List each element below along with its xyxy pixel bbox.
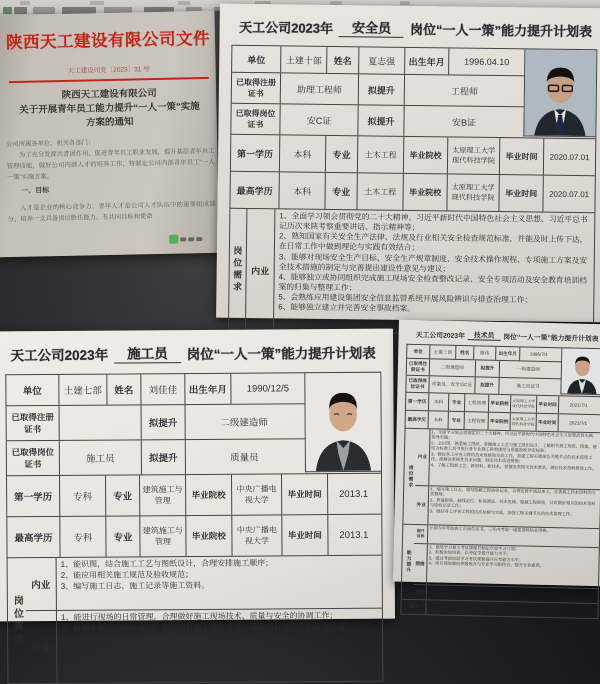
form-constructor [0, 329, 395, 655]
remark-value [425, 600, 597, 618]
school-value: 太原理工大学现代科技学院 [510, 413, 536, 431]
table-row [7, 514, 381, 558]
promote-label: 拟提升 [357, 105, 403, 136]
form-safety-officer [216, 4, 600, 323]
plan-table [228, 45, 597, 336]
post-cert-value: 施工员 [59, 440, 141, 475]
unit-value: 土建七部 [58, 375, 106, 405]
school-value: 中央广播电视大学 [231, 474, 281, 514]
reg-cert-label: 已取得注册证书 [408, 360, 428, 373]
edu2-label: 最高学历 [14, 532, 53, 545]
other-label: 其他 [414, 589, 424, 595]
edu1-value: 专科 [59, 476, 105, 516]
school-label: 毕业院校 [488, 395, 510, 412]
form-position: 技术员 [468, 329, 501, 341]
grad-value: 2013.1 [327, 474, 379, 514]
notice-document [0, 11, 227, 258]
major-label: 专业 [105, 475, 139, 515]
grad-label: 毕业时间 [499, 138, 543, 175]
table-row [7, 473, 381, 517]
notice-doc-number: 天工建设司党〔2023〕31 号 [67, 66, 150, 75]
form-title-suffix: 岗位“一人一策”能力提升计划表 [503, 333, 599, 344]
grad-value: 2021/7/1 [558, 414, 598, 432]
grad-value: 2021/7/1 [558, 396, 598, 414]
outer-label: 外业 [31, 642, 51, 655]
need-label: 岗位需求 [407, 464, 413, 489]
name-value: 夏志强 [358, 47, 404, 74]
name-label: 姓名 [326, 47, 358, 73]
dob-value: 1996.04.10 [448, 48, 524, 75]
need-item: 3、做好各工序各工种的技术复核和交底工作，加强工程关键部位关键节点的技术管理工作，能解决常规性技术问题，制定技术改进措施； [430, 451, 593, 464]
reg-target-value: 一级建造师 [499, 361, 557, 378]
edu2-value: 本科 [278, 172, 324, 209]
notice-salutation: 公司所属各单位、机关各部门： [6, 139, 95, 149]
major-label: 专业 [448, 394, 464, 411]
name-label: 姓名 [455, 346, 473, 359]
unit-value: 土建十部 [280, 46, 326, 73]
major-value: 土木工程 [357, 136, 403, 173]
portrait-photo [523, 49, 596, 137]
grad-value: 2020.07.01 [543, 139, 595, 176]
form-title-prefix: 天工公司2023年 [415, 331, 465, 341]
toolbar-icon [3, 7, 12, 14]
edu2-value: 专科 [59, 517, 105, 557]
post-target-value: 施工员证书 [498, 378, 556, 395]
form-title [232, 16, 600, 40]
post-cert-value: 安C证 [279, 104, 357, 135]
toolbar-button [33, 7, 55, 14]
reg-target-value: 二级建造师 [185, 404, 303, 439]
dob-label: 出生年月 [184, 374, 230, 404]
plan-table [400, 344, 600, 619]
watermark-glyph [196, 237, 202, 241]
unit-value: 土建三部 [429, 345, 455, 359]
notice-header: 陕西天工建设有限公司文件 [5, 28, 211, 53]
notice-section-heading: 一、目标 [21, 187, 50, 196]
edu1-value: 本科 [279, 135, 325, 172]
major-value: 土木工程 [356, 173, 402, 210]
form-title-suffix: 岗位“一人一策”能力提升计划表 [186, 345, 376, 363]
wechat-icon [169, 235, 178, 244]
wechat-watermark [169, 234, 202, 244]
name-value: 路伟 [473, 346, 495, 359]
reg-cert-label: 已取得注册证书 [11, 411, 54, 435]
inner-label: 内业 [31, 579, 51, 592]
edu2-label: 最高学历 [236, 185, 273, 196]
major-label: 专业 [324, 173, 356, 209]
grad-label: 毕业时间 [281, 515, 327, 555]
edu1-value: 本科 [428, 393, 448, 410]
notice-paragraph: 为了充分发挥共青团作用，促进青年员工职业发展，提升基层青年员工管理技能，做好公司内部人才的培养工作，特制定公司内部青年员工“一人一策”实施方案。 [6, 148, 215, 182]
toolbar-icon [178, 1, 190, 5]
reg-cert-value: 助理工程师 [280, 73, 358, 104]
grad-value: 2013.1 [327, 515, 379, 555]
measure-item: 1、系统学习相关考试课程并制定年度学习计划； [428, 544, 520, 552]
need-label: 岗位需求 [231, 245, 243, 294]
need-item: 4、了解工程新工艺、新材料、新技术，掌握各类相关技术要求，做好技术资料整理工作。 [430, 462, 597, 471]
form-title-prefix: 天工公司2023年 [239, 19, 334, 37]
table-row [415, 429, 600, 489]
watermark-glyph [188, 237, 194, 241]
school-label: 毕业院校 [402, 174, 446, 211]
notice-title-line1: 陕西天工建设有限公司 [61, 88, 157, 101]
need-item: 1、编写施工日志，填写隐蔽工程验收记录，合理安排半成品加工，完善施工技术资料的分类整理； [429, 486, 596, 498]
post-cert-value: 质量员、安全员C证 [428, 376, 474, 393]
promote-label: 拟提升 [141, 405, 185, 439]
watermark-glyph [180, 237, 186, 241]
edu1-label: 第一学历 [407, 398, 427, 404]
dob-label: 出生年月 [495, 347, 519, 361]
form-position: 施工员 [114, 342, 181, 363]
edu2-label: 最高学历 [407, 416, 426, 422]
need-item: 3、编写施工日志、施工记录等施工资料。 [60, 580, 210, 591]
portrait-photo [560, 348, 600, 395]
major-label: 专业 [448, 412, 464, 429]
reg-cert-value: 二级建造师 [429, 359, 475, 376]
school-label: 毕业院校 [488, 413, 510, 430]
inner-label: 内业 [417, 454, 428, 460]
need-item: 2、较精准利用现场作业面，把握项目施工进度节奏，确保项目按照计划进度完成； [61, 621, 354, 633]
red-divider [9, 77, 209, 83]
need-item: 5、会熟练应用建设集团安全信息监管系统开展风险辨识与排查治理工作； [278, 292, 533, 305]
ability-label: 能力提升 [405, 550, 411, 574]
post-cert-label: 已取得岗位证书 [11, 446, 55, 470]
name-value: 刘佳佳 [140, 374, 184, 404]
need-section [8, 555, 383, 684]
toolbar-icon [14, 7, 27, 14]
school-label: 毕业院校 [403, 137, 447, 174]
notice-paragraph: 人才是企业的核心竞争力。青年人才是公司人才队伍中的重要组成部分，培养一支具备岗位胜任能力、有共同目标和使命 [7, 201, 216, 224]
need-item: 3、做好各工序各工种的技术复核与交底，加强工程关键节点的技术管理工作。 [429, 508, 575, 517]
plan-table [5, 372, 383, 684]
notice-title-line3: 方案的通知 [85, 117, 134, 129]
need-item: 1、能识图，结合施工工艺与图纸设计，合理安排施工顺序； [60, 558, 274, 569]
table-row [26, 556, 382, 610]
reg-target-value: 工程师 [404, 75, 524, 106]
edu1-label: 第一学历 [14, 491, 53, 504]
major-value: 建筑施工与管理 [139, 516, 185, 556]
need-item: 2、能应用相关施工规范及验收规范； [60, 569, 194, 580]
need-item: 4、能够独立或协同组织完成施工现场安全检查整改记录、安全专项活动及安全教育培训档案的归集与整理工作； [278, 272, 588, 293]
measure-item: 4、项目部加强培养锻炼并与专业学习相结合，提升专业素质。 [428, 560, 544, 569]
dob-value: 1995/7/1 [519, 347, 557, 361]
school-label: 毕业院校 [185, 516, 231, 556]
outer-label: 外业 [416, 502, 426, 508]
table-row [231, 134, 595, 175]
need-item: 2、质量报验、轴线定位、标高测定、技术复核、隐蔽工程验收，及时做好相应的技术资料与原始记录工作； [429, 497, 596, 509]
goal-text: 计划今年考取施工员岗位证书，三年内考取一级建造师执业资格。 [429, 525, 551, 534]
inner-label: 内业 [245, 209, 274, 331]
unit-label: 单位 [247, 54, 266, 65]
need-item: 6、能够独立建立并完善安全事故档案。 [278, 302, 416, 314]
grad-value: 2020.07.01 [542, 176, 594, 213]
toolbar-icon [400, 1, 410, 5]
post-cert-label: 已取得岗位证书 [235, 108, 276, 130]
form-technician [393, 320, 600, 610]
need-item: 2、会识图，熟悉施工图纸，掌握施工工艺与施工组织设计，了解相关施工规范、图集，能结合标准工具书执行各专业施工验收规范与质量检验评定标准； [431, 440, 597, 454]
remark-label: 备注 [408, 603, 419, 610]
major-value: 工程管理 [464, 412, 488, 430]
need-item: 1、能进行现场的日常管理，合理做好施工现场技术、质量与安全的协调工作； [60, 610, 338, 622]
need-item: 1、全面学习领会贯彻党的二十大精神、习近平新时代中国特色社会主义思想、习近平总书记历次来陕考察重要讲话、指示精神等； [279, 211, 588, 233]
table-row [230, 171, 594, 212]
table-row [413, 543, 599, 588]
dob-label: 出生年月 [404, 48, 448, 75]
school-label: 毕业院校 [185, 475, 231, 515]
post-cert-label: 已取得岗位证书 [408, 377, 427, 390]
ability-section [402, 524, 600, 603]
form-title [407, 328, 600, 344]
grad-label: 毕业时间 [498, 175, 542, 212]
major-value: 建筑施工与管理 [139, 475, 185, 515]
name-label: 姓名 [106, 374, 140, 404]
need-section [403, 428, 600, 528]
school-value: 太原理工大学现代科技学院 [447, 137, 499, 174]
promote-label: 拟提升 [141, 440, 185, 474]
reg-cert-label: 已取得注册证书 [235, 77, 277, 99]
major-label: 专业 [105, 516, 139, 556]
form-title-prefix: 天工公司2023年 [10, 347, 109, 364]
table-row [229, 208, 594, 335]
school-value: 太原理工大学现代科技学院 [446, 174, 498, 211]
measure-label: 措施 [415, 561, 425, 567]
measure-item: 2、积极参加培训，以考促学提升能力水平； [428, 549, 511, 557]
portrait-photo [304, 373, 381, 473]
table-row [26, 608, 383, 683]
major-value: 工程管理 [464, 394, 488, 412]
edu2-value: 本科 [428, 411, 448, 428]
need-label: 岗位需求 [11, 594, 23, 647]
unit-label: 单位 [413, 348, 423, 354]
promote-label: 拟提升 [358, 74, 404, 105]
post-target-value: 安B证 [403, 106, 523, 137]
need-item: 3、能够对现场安全生产目标、安全生产规章制度、安全技术操作规程、专项施工方案及安全技术措施的制定与完善提出建设性意见与建议； [278, 251, 588, 274]
toolbar-icon [90, 1, 104, 5]
grad-label: 毕业时间 [536, 414, 558, 431]
form-title-suffix: 岗位“一人一策”能力提升计划表 [409, 21, 593, 40]
toolbar-icon [20, 1, 30, 5]
form-title [5, 341, 381, 365]
form-position: 安全员 [339, 17, 404, 38]
major-label: 专业 [325, 136, 357, 172]
measure-item: 3、通过考前培训学习考试课程提升应考能力水平； [428, 555, 524, 563]
school-value: 太原理工大学现代科技学院 [510, 395, 536, 413]
need-item: 2、熟知国家有关安全生产法律、法规及行业相关安全检查规范标准，并能及时上传下达，在日常工作中做到理论与实践有效结合； [278, 231, 588, 253]
need-item: 1、全面学习领会贯彻党的二十大精神，用习近平新时代中国特色社会主义思想武装头脑，指导实践； [431, 429, 598, 441]
grad-label: 毕业时间 [281, 474, 327, 514]
reg-cert-value [59, 405, 141, 440]
post-target-value: 质量员 [185, 439, 303, 474]
table-row [414, 485, 600, 528]
notice-title-line2: 关于开展青年员工能力提升“一人一策”实施 [19, 101, 200, 116]
promote-label: 拟提升 [475, 360, 499, 377]
edu1-label: 第一学历 [237, 148, 274, 159]
unit-label: 单位 [22, 386, 42, 398]
grad-label: 毕业时间 [536, 396, 558, 413]
promote-label: 拟提升 [474, 377, 498, 394]
dob-value: 1990/12/5 [230, 373, 304, 404]
goal-label: 提升目标 [416, 529, 425, 539]
school-value: 中央广播电视大学 [231, 515, 281, 555]
need-item: 3、能做好施工现场的动态管理，对工程生 [61, 633, 210, 644]
